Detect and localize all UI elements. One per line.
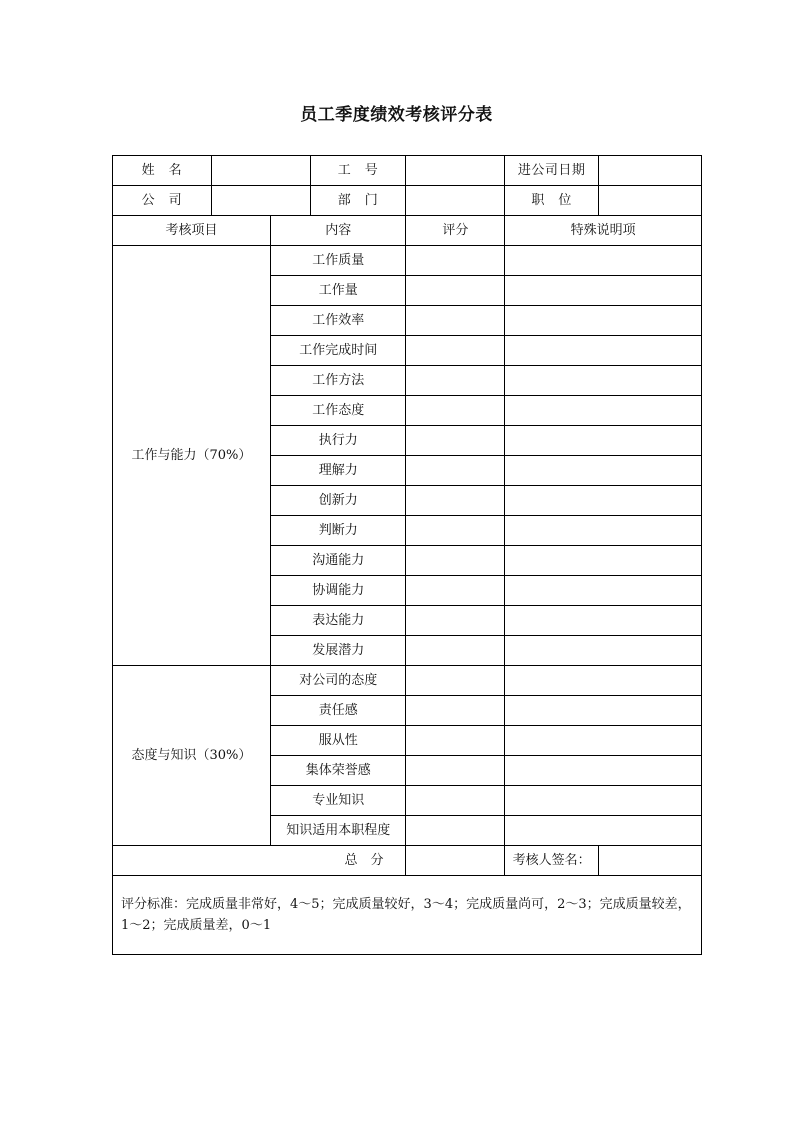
score-cell[interactable] <box>406 486 505 516</box>
remarks-cell[interactable] <box>505 696 702 726</box>
criterion-label: 工作效率 <box>270 306 406 336</box>
criterion-label: 创新力 <box>270 486 406 516</box>
score-cell[interactable] <box>406 816 505 846</box>
score-cell[interactable] <box>406 666 505 696</box>
remarks-cell[interactable] <box>505 606 702 636</box>
remarks-cell[interactable] <box>505 456 702 486</box>
name-label: 姓 名 <box>113 156 212 186</box>
remarks-cell[interactable] <box>505 336 702 366</box>
criterion-label: 责任感 <box>270 696 406 726</box>
score-cell[interactable] <box>406 456 505 486</box>
header-row <box>113 216 702 246</box>
header-score: 评分 <box>406 216 505 246</box>
criterion-label: 服从性 <box>270 726 406 756</box>
remarks-cell[interactable] <box>505 426 702 456</box>
criterion-label: 理解力 <box>270 456 406 486</box>
remarks-cell[interactable] <box>505 276 702 306</box>
score-cell[interactable] <box>406 306 505 336</box>
score-cell[interactable] <box>406 636 505 666</box>
score-cell[interactable] <box>406 756 505 786</box>
score-cell[interactable] <box>406 576 505 606</box>
remarks-cell[interactable] <box>505 816 702 846</box>
header-remarks: 特殊说明项 <box>505 216 702 246</box>
criterion-label: 执行力 <box>270 426 406 456</box>
remarks-cell[interactable] <box>505 486 702 516</box>
remarks-cell[interactable] <box>505 786 702 816</box>
score-cell[interactable] <box>406 366 505 396</box>
criterion-label: 工作量 <box>270 276 406 306</box>
total-score-label: 总 分 <box>113 846 406 876</box>
remarks-cell[interactable] <box>505 546 702 576</box>
criterion-label: 工作质量 <box>270 246 406 276</box>
department-label: 部 门 <box>310 186 406 216</box>
remarks-cell[interactable] <box>505 306 702 336</box>
score-cell[interactable] <box>406 726 505 756</box>
evaluation-form-table <box>112 155 702 955</box>
score-cell[interactable] <box>406 786 505 816</box>
criterion-label: 对公司的态度 <box>270 666 406 696</box>
score-cell[interactable] <box>406 696 505 726</box>
criterion-label: 沟通能力 <box>270 546 406 576</box>
page-title: 员工季度绩效考核评分表 <box>300 105 493 125</box>
criterion-label: 工作方法 <box>270 366 406 396</box>
remarks-cell[interactable] <box>505 636 702 666</box>
criterion-label: 发展潜力 <box>270 636 406 666</box>
position-field[interactable] <box>599 186 702 216</box>
criterion-label: 协调能力 <box>270 576 406 606</box>
criterion-label: 判断力 <box>270 516 406 546</box>
remarks-cell[interactable] <box>505 576 702 606</box>
criterion-label: 知识适用本职程度 <box>270 816 406 846</box>
reviewer-signature-field[interactable] <box>599 846 702 876</box>
scoring-standard-note: 评分标准：完成质量非常好，4～5；完成质量较好，3～4；完成质量尚可，2～3；完成质量较差，1～2；完成质量差，0～1 <box>113 876 702 955</box>
join-date-label: 进公司日期 <box>505 156 599 186</box>
criterion-label: 工作完成时间 <box>270 336 406 366</box>
company-label: 公 司 <box>113 186 212 216</box>
employee-id-label: 工 号 <box>310 156 406 186</box>
score-cell[interactable] <box>406 606 505 636</box>
name-field[interactable] <box>211 156 310 186</box>
criterion-label: 表达能力 <box>270 606 406 636</box>
position-label: 职 位 <box>505 186 599 216</box>
score-cell[interactable] <box>406 396 505 426</box>
category-label: 态度与知识（30%） <box>113 666 271 846</box>
total-score-field[interactable] <box>406 846 505 876</box>
info-row-1 <box>113 156 702 186</box>
remarks-cell[interactable] <box>505 516 702 546</box>
score-cell[interactable] <box>406 516 505 546</box>
score-cell[interactable] <box>406 546 505 576</box>
remarks-cell[interactable] <box>505 756 702 786</box>
remarks-cell[interactable] <box>505 726 702 756</box>
reviewer-signature-label: 考核人签名： <box>505 846 599 876</box>
table-row <box>113 246 702 276</box>
table-row <box>113 666 702 696</box>
company-field[interactable] <box>211 186 310 216</box>
score-cell[interactable] <box>406 336 505 366</box>
header-assessment-item: 考核项目 <box>113 216 271 246</box>
employee-id-field[interactable] <box>406 156 505 186</box>
category-label: 工作与能力（70%） <box>113 246 271 666</box>
total-row <box>113 846 702 876</box>
criterion-label: 工作态度 <box>270 396 406 426</box>
criterion-label: 集体荣誉感 <box>270 756 406 786</box>
score-cell[interactable] <box>406 426 505 456</box>
header-content: 内容 <box>270 216 406 246</box>
info-row-2 <box>113 186 702 216</box>
remarks-cell[interactable] <box>505 246 702 276</box>
remarks-cell[interactable] <box>505 666 702 696</box>
department-field[interactable] <box>406 186 505 216</box>
join-date-field[interactable] <box>599 156 702 186</box>
criterion-label: 专业知识 <box>270 786 406 816</box>
score-cell[interactable] <box>406 276 505 306</box>
remarks-cell[interactable] <box>505 396 702 426</box>
note-row <box>113 876 702 955</box>
score-cell[interactable] <box>406 246 505 276</box>
remarks-cell[interactable] <box>505 366 702 396</box>
